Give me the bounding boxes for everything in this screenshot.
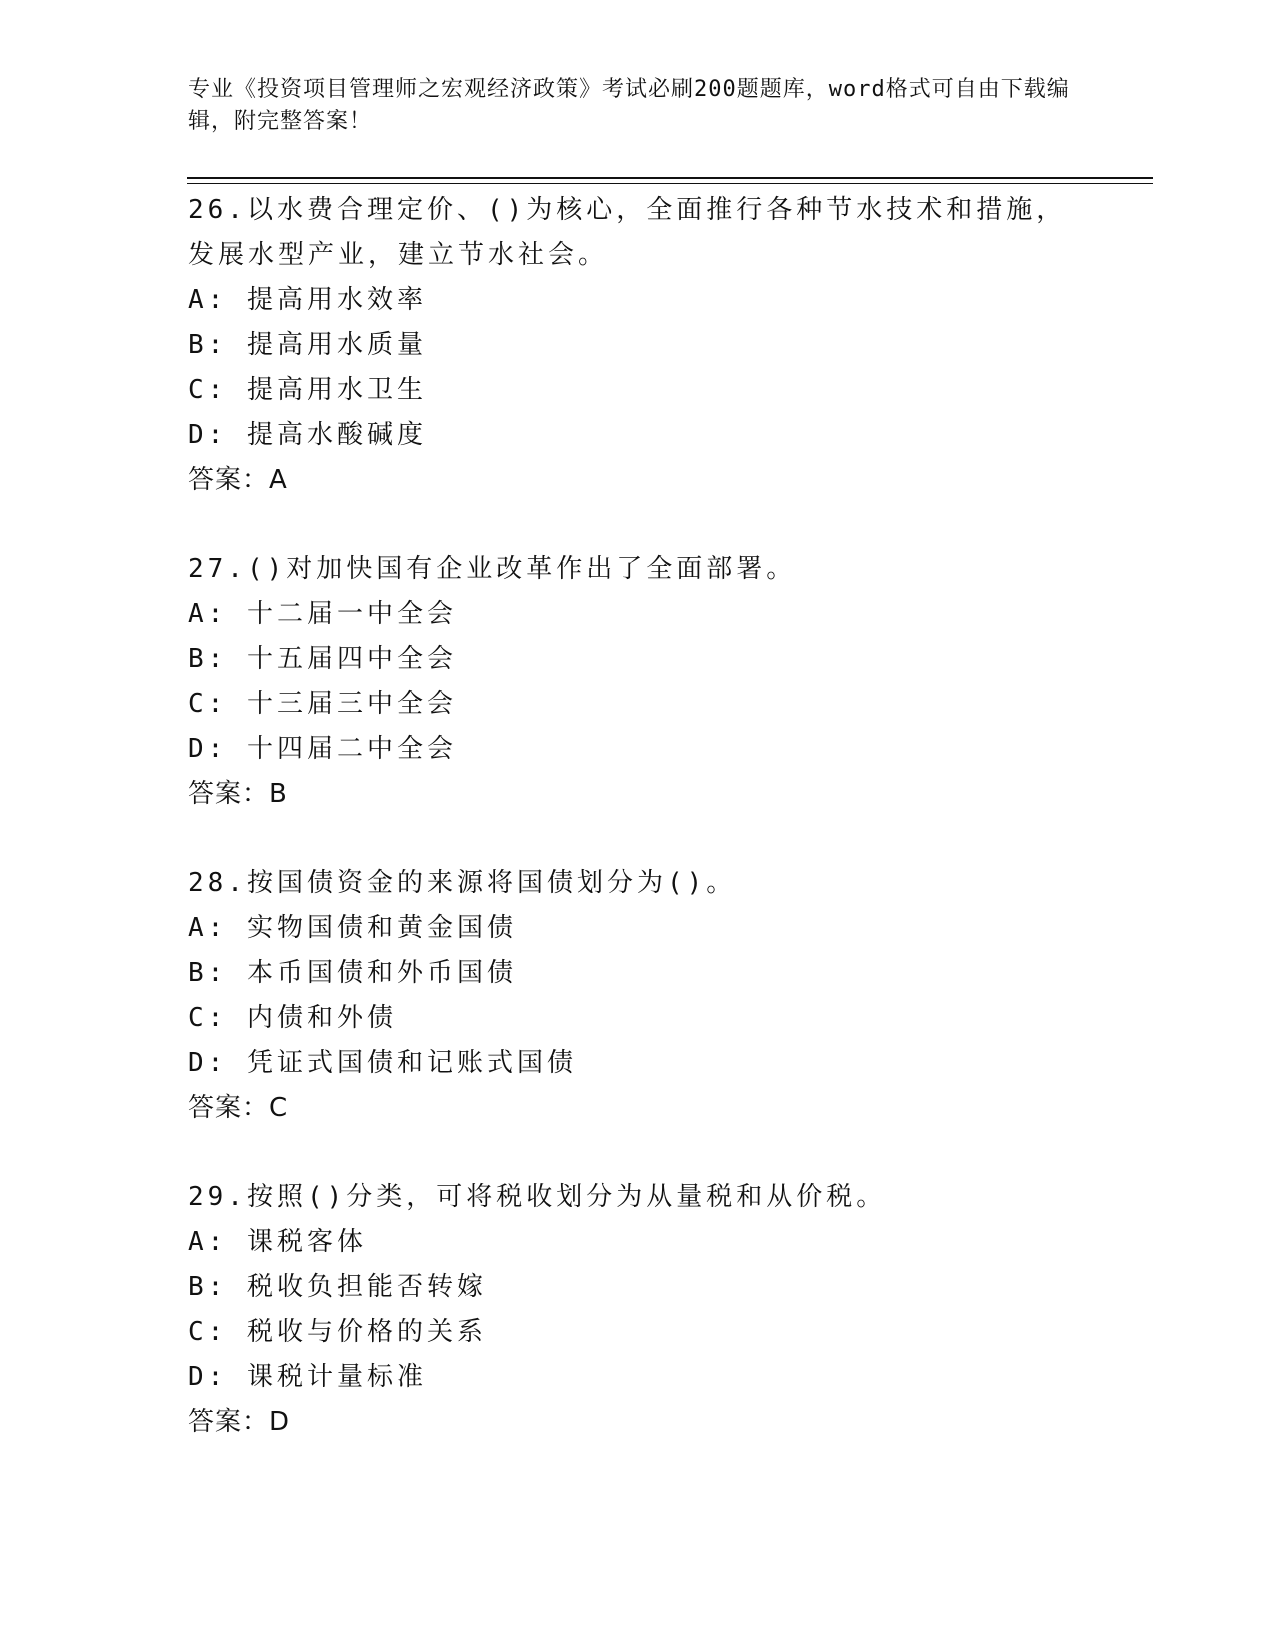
- question-27: [188, 547, 1088, 817]
- question-29: [188, 1175, 1088, 1445]
- option-a: A: 十二届一中全会: [188, 599, 457, 629]
- option-d: D: 凭证式国债和记账式国债: [188, 1048, 577, 1078]
- answer-line: 答案：B: [188, 779, 288, 809]
- option-b: B: 十五届四中全会: [188, 644, 457, 674]
- question-stem: 27.()对加快国有企业改革作出了全面部署。: [188, 554, 797, 584]
- option-b: B: 提高用水质量: [188, 330, 427, 360]
- question-26: [188, 188, 1088, 503]
- option-c: C: 十三届三中全会: [188, 689, 457, 719]
- header-rule-thick: [187, 177, 1153, 179]
- answer-line: 答案：D: [188, 1407, 291, 1437]
- option-c: C: 税收与价格的关系: [188, 1317, 487, 1347]
- option-c: C: 提高用水卫生: [188, 375, 427, 405]
- question-28: [188, 861, 1088, 1131]
- header-rule-thin: [187, 183, 1153, 184]
- option-a: A: 课税客体: [188, 1227, 367, 1257]
- option-a: A: 提高用水效率: [188, 285, 427, 315]
- option-b: B: 本币国债和外币国债: [188, 958, 517, 988]
- question-list: [188, 188, 1088, 1489]
- question-stem: 28.按国债资金的来源将国债划分为()。: [188, 868, 737, 898]
- option-a: A: 实物国债和黄金国债: [188, 913, 517, 943]
- document-header: 专业《投资项目管理师之宏观经济政策》考试必刷200题题库，word格式可自由下载编辑，附完整答案！: [188, 77, 1070, 134]
- answer-line: 答案：A: [188, 465, 288, 495]
- option-c: C: 内债和外债: [188, 1003, 397, 1033]
- option-b: B: 税收负担能否转嫁: [188, 1272, 487, 1302]
- question-stem: 26.以水费合理定价、()为核心，全面推行各种节水技术和措施，发展水型产业，建立节水社会。: [188, 195, 1067, 270]
- option-d: D: 提高水酸碱度: [188, 420, 427, 450]
- question-stem: 29.按照()分类，可将税收划分为从量税和从价税。: [188, 1182, 887, 1212]
- option-d: D: 十四届二中全会: [188, 734, 457, 764]
- answer-line: 答案：C: [188, 1093, 289, 1123]
- option-d: D: 课税计量标准: [188, 1362, 427, 1392]
